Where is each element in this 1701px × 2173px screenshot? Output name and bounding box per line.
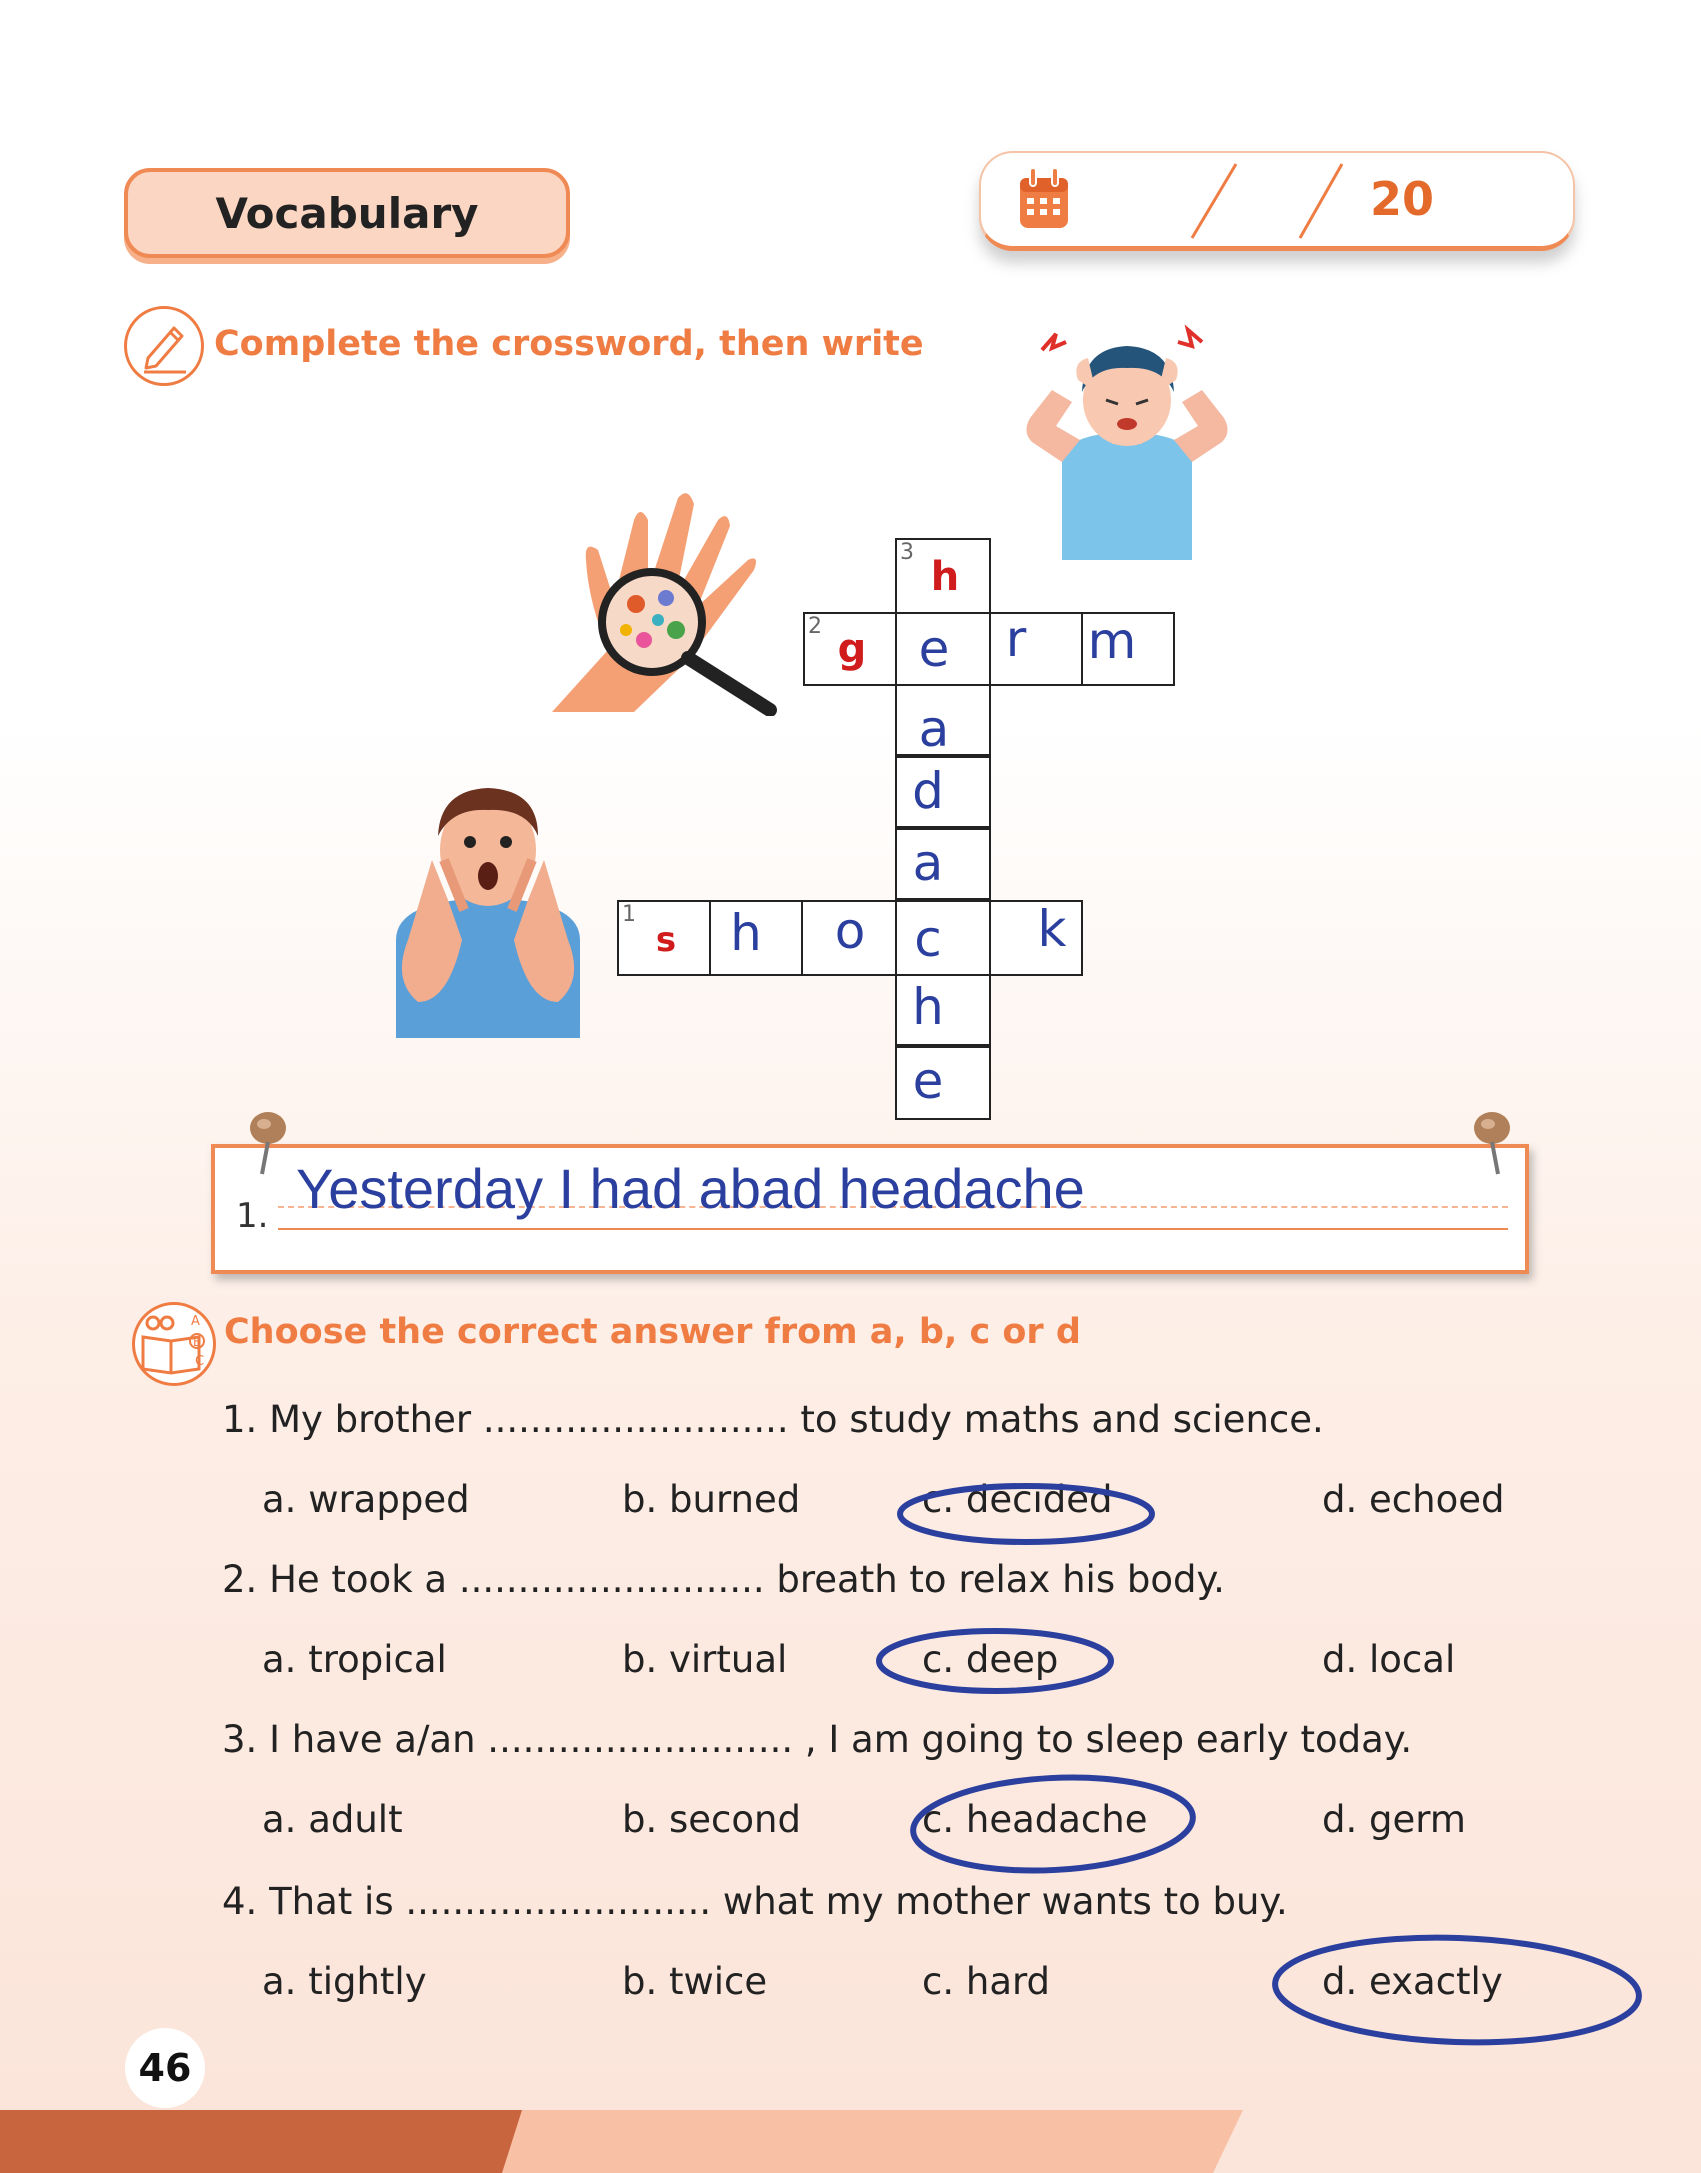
option[interactable]: a. wrapped xyxy=(262,1478,470,1521)
svg-text:A: A xyxy=(191,1314,200,1329)
option[interactable]: a. tightly xyxy=(262,1960,427,2003)
answer-circle xyxy=(900,1486,1152,1542)
question-text: 4. That is .......................... what my mother wants to buy. xyxy=(222,1880,1288,1923)
section1-title: Complete the crossword, then write xyxy=(214,324,924,364)
clue-number: 2 xyxy=(808,614,822,639)
date-total: 20 xyxy=(1370,172,1435,226)
page-number: 46 xyxy=(125,2028,205,2108)
crossword-letter: c xyxy=(914,910,942,968)
option[interactable]: d. local xyxy=(1322,1638,1456,1681)
answer-circle xyxy=(1273,1932,1640,2049)
option[interactable]: c. hard xyxy=(922,1960,1051,2003)
sentence-answer[interactable]: Yesterday I had abad headache xyxy=(296,1157,1085,1220)
option[interactable]: d. germ xyxy=(1322,1798,1466,1841)
svg-text:C: C xyxy=(195,1354,205,1369)
option[interactable]: b. second xyxy=(622,1798,801,1841)
question-text: 2. He took a .......................... breath to relax his body. xyxy=(222,1558,1225,1601)
clue-number: 3 xyxy=(900,540,914,565)
option[interactable]: d. echoed xyxy=(1322,1478,1505,1521)
crossword-letter: o xyxy=(834,902,866,960)
crossword-letter: s xyxy=(655,920,677,960)
option-selected[interactable]: d. exactly xyxy=(1322,1960,1503,2003)
section2-title: Choose the correct answer from a, b, c or d xyxy=(224,1312,1081,1352)
answer-circle xyxy=(911,1771,1195,1878)
crossword-letter: a xyxy=(912,834,944,892)
vocabulary-title: Vocabulary xyxy=(124,168,570,258)
question-text: 3. I have a/an .......................... , I am going to sleep early today. xyxy=(222,1718,1413,1761)
crossword-letter: k xyxy=(1037,900,1067,958)
option-selected[interactable]: c. deep xyxy=(922,1638,1059,1681)
sentence-number: 1. xyxy=(236,1196,269,1236)
crossword-letter: g xyxy=(837,626,867,672)
crossword-letter: e xyxy=(918,620,950,678)
crossword-letter: m xyxy=(1087,612,1137,670)
crossword-letter: h xyxy=(930,554,960,600)
crossword-letter: e xyxy=(912,1052,944,1110)
crossword-letter: a xyxy=(918,700,950,758)
crossword-letter: d xyxy=(912,762,944,820)
svg-text:B: B xyxy=(193,1335,202,1349)
crossword-letter: h xyxy=(912,978,944,1036)
crossword-letter: r xyxy=(1005,610,1027,668)
footer-band xyxy=(0,2110,1701,2173)
option[interactable]: b. twice xyxy=(622,1960,768,2003)
question-text: 1. My brother .......................... to study maths and science. xyxy=(222,1398,1324,1441)
option[interactable]: a. adult xyxy=(262,1798,403,1841)
answer-circle xyxy=(879,1631,1111,1691)
option-selected[interactable]: c. decided xyxy=(922,1478,1113,1521)
option[interactable]: b. burned xyxy=(622,1478,801,1521)
crossword-letter: h xyxy=(730,904,762,962)
option[interactable]: b. virtual xyxy=(622,1638,788,1681)
option[interactable]: a. tropical xyxy=(262,1638,447,1681)
clue-number: 1 xyxy=(622,902,636,927)
option-selected[interactable]: c. headache xyxy=(922,1798,1148,1841)
